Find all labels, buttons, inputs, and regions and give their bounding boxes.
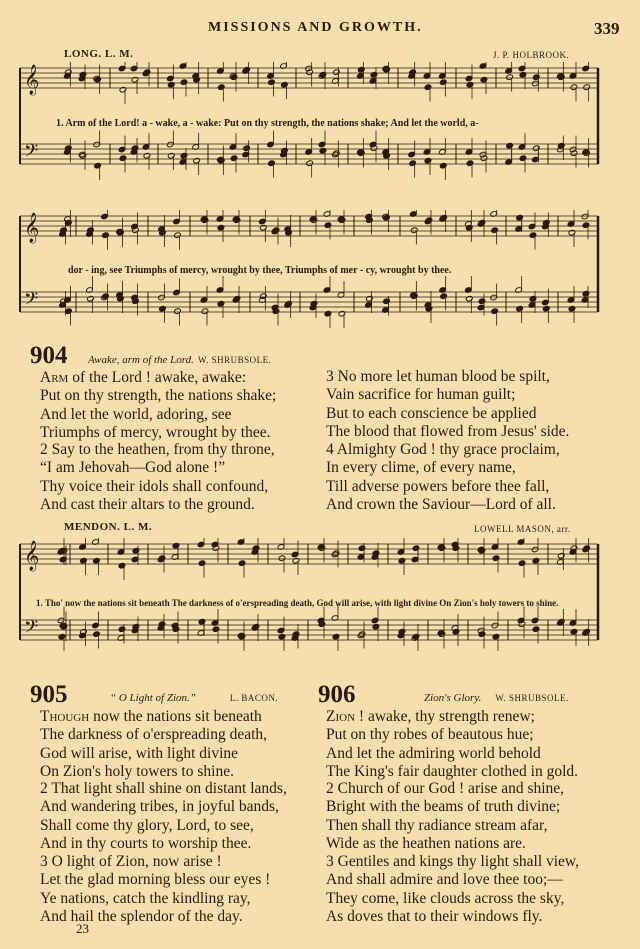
tune-composer-mendon: LOWELL MASON, arr. [474, 524, 571, 534]
signature-mark: 23 [76, 921, 89, 936]
svg-text:𝄞: 𝄞 [24, 213, 40, 243]
stanza-904-4: 4 Almighty God ! thy grace proclaim, In every clime, of every name, Till adverse powers before thee fall, And crown the Saviour—Lord of all. [326, 441, 560, 514]
hymn-subtitle-906: Zion's Glory. W. SHRUBSOLE. [424, 692, 569, 704]
svg-text:𝄢: 𝄢 [24, 141, 39, 166]
tune-lyrics-mendon-1: 1. Tho' now the nations sit beneath The darkness of o'erspreading death, God will arise, with light divine On Zion's holy towers to shine. [36, 598, 559, 608]
hymn-subtitle-905: “ O Light of Zion.” L. BACON. [110, 692, 279, 704]
svg-text:𝄢: 𝄢 [24, 617, 39, 642]
stanza-904-1: Arm of the Lord ! awake, awake: Put on thy strength, the nations shake; And let the world, adoring, see Triumphs of mercy, wrought by thee. [40, 369, 277, 442]
running-header: MISSIONS AND GROWTH. [208, 20, 423, 35]
tune-composer-long: J. P. HOLBROOK. [493, 50, 570, 60]
tune-lyrics-long-1: 1. Arm of the Lord! a - wake, a - wake: Put on thy strength, the nations shake; And let the world, a- [56, 118, 479, 129]
hymn-number-905: 905 [30, 681, 68, 708]
hymn-number-904: 904 [30, 342, 68, 369]
tune-name-long: LONG. L. M. [64, 48, 134, 60]
stanza-904-2: 2 Say to the heathen, from thy throne, “I am Jehovah—God alone !” Thy voice their idols shall confound, And cast their altars to the ground. [40, 441, 275, 514]
stanza-906-2: 2 Church of our God ! arise and shine, Bright with the beams of truth divine; Then shall thy radiance stream afar, Wide as the heathen nations are. [326, 780, 565, 853]
page-number: 339 [594, 19, 620, 38]
stanza-904-3: 3 No more let human blood be spilt, Vain sacrifice for human guilt; But to each conscience be applied The blood that flowed from Jesus' side. [326, 368, 570, 441]
hymn-subtitle-904: Awake, arm of the Lord. W. SHRUBSOLE. [88, 354, 272, 366]
tune-lyrics-long-2: dor - ing, see Triumphs of mercy, wrought by thee, Triumphs of mer - cy, wrought by thee. [68, 265, 452, 276]
stanza-906-3: 3 Gentiles and kings thy light shall view, And shall admire and love thee too;— They come, like clouds across the sky, As doves that to their windows fly. [326, 853, 579, 926]
stanza-905-1: Though now the nations sit beneath The darkness of o'erspreading death, God will arise, with light divine On Zion's holy towers to shine. [40, 708, 268, 781]
stanza-905-3: 3 O light of Zion, now arise ! Let the glad morning bless our eyes ! Ye nations, catch the kindling ray, And hail the splendor of the day. [40, 853, 271, 926]
svg-text:𝄞: 𝄞 [24, 65, 40, 95]
hymn-number-906: 906 [318, 681, 356, 708]
svg-text:𝄞: 𝄞 [24, 541, 40, 571]
svg-text:𝄢: 𝄢 [24, 289, 39, 314]
tune-name-mendon: MENDON. L. M. [64, 521, 153, 533]
stanza-906-1: Zion ! awake, thy strength renew; Put on thy robes of beautous hue; And let the admiring world behold The King's fair daughter clothed in gold. [326, 708, 579, 781]
stanza-905-2: 2 That light shall shine on distant lands, And wandering tribes, in joyful bands, Shall come thy glory, Lord, to see, And in thy courts to worship thee. [40, 780, 287, 853]
